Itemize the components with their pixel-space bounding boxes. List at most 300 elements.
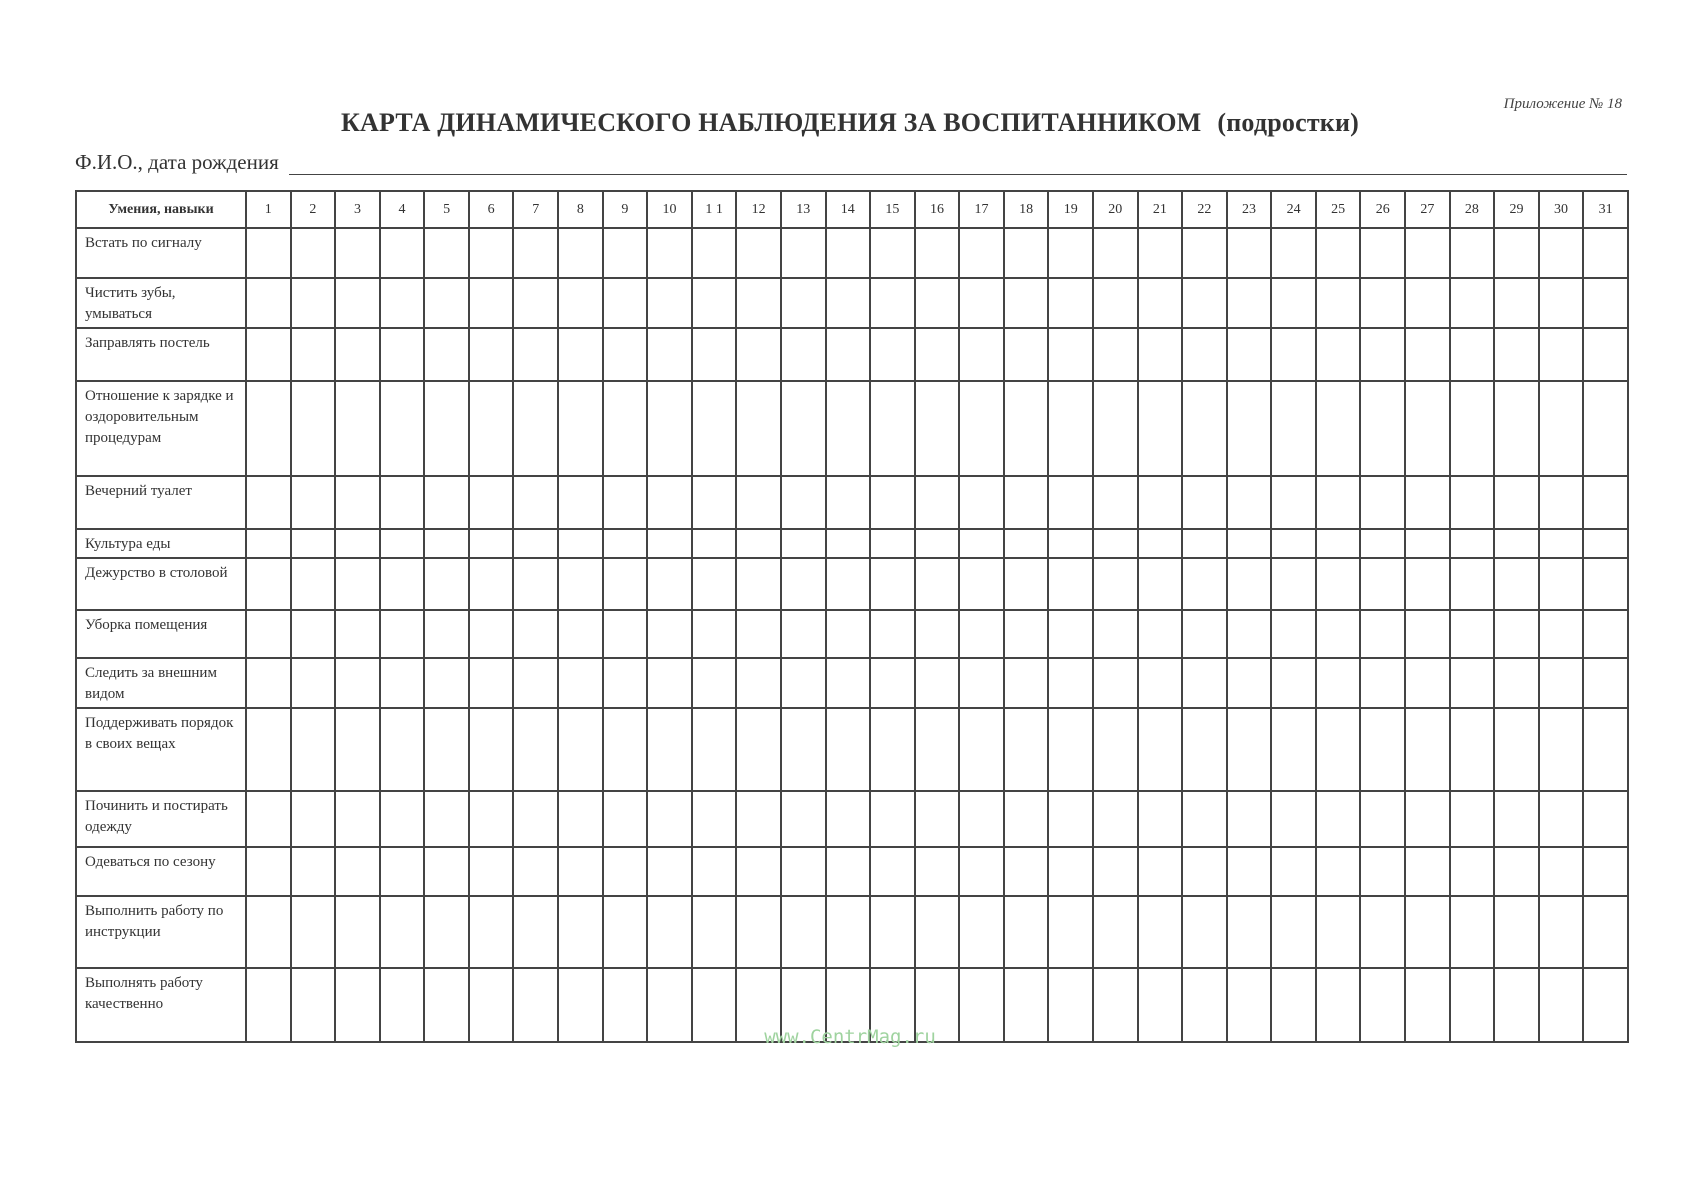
day-cell[interactable] [870,847,915,896]
day-cell[interactable] [1494,228,1539,278]
day-cell[interactable] [1138,708,1183,791]
day-cell[interactable] [424,558,469,610]
day-cell[interactable] [246,610,291,658]
day-cell[interactable] [335,558,380,610]
day-cell[interactable] [1316,558,1361,610]
day-cell[interactable] [335,381,380,476]
day-cell[interactable] [603,529,648,558]
day-cell[interactable] [1138,529,1183,558]
day-cell[interactable] [1004,658,1049,708]
day-cell[interactable] [1093,791,1138,847]
day-cell[interactable] [692,791,737,847]
day-cell[interactable] [558,658,603,708]
day-cell[interactable] [1227,708,1272,791]
day-cell[interactable] [1450,896,1495,968]
day-cell[interactable] [1405,791,1450,847]
day-cell[interactable] [959,658,1004,708]
day-cell[interactable] [781,708,826,791]
day-cell[interactable] [1494,708,1539,791]
day-cell[interactable] [1048,228,1093,278]
day-cell[interactable] [424,658,469,708]
day-cell[interactable] [1271,708,1316,791]
day-cell[interactable] [870,610,915,658]
day-cell[interactable] [469,610,514,658]
day-cell[interactable] [603,278,648,328]
day-cell[interactable] [558,278,603,328]
day-cell[interactable] [1093,228,1138,278]
day-cell[interactable] [647,529,692,558]
day-cell[interactable] [1138,658,1183,708]
day-cell[interactable] [870,658,915,708]
day-cell[interactable] [1048,896,1093,968]
day-cell[interactable] [1360,381,1405,476]
day-cell[interactable] [424,896,469,968]
day-cell[interactable] [1271,847,1316,896]
day-cell[interactable] [1450,328,1495,381]
day-cell[interactable] [781,558,826,610]
day-cell[interactable] [1405,278,1450,328]
day-cell[interactable] [1182,278,1227,328]
day-cell[interactable] [647,847,692,896]
day-cell[interactable] [1583,658,1628,708]
day-cell[interactable] [424,228,469,278]
day-cell[interactable] [692,558,737,610]
day-cell[interactable] [736,896,781,968]
day-cell[interactable] [1405,896,1450,968]
day-cell[interactable] [424,610,469,658]
day-cell[interactable] [1048,658,1093,708]
day-cell[interactable] [1004,610,1049,658]
day-cell[interactable] [380,847,425,896]
day-cell[interactable] [246,847,291,896]
day-cell[interactable] [513,610,558,658]
day-cell[interactable] [1360,791,1405,847]
day-cell[interactable] [513,847,558,896]
day-cell[interactable] [826,476,871,529]
day-cell[interactable] [1227,228,1272,278]
day-cell[interactable] [469,381,514,476]
day-cell[interactable] [335,847,380,896]
day-cell[interactable] [1138,791,1183,847]
day-cell[interactable] [603,381,648,476]
day-cell[interactable] [1227,896,1272,968]
day-cell[interactable] [959,278,1004,328]
day-cell[interactable] [558,610,603,658]
day-cell[interactable] [915,381,960,476]
day-cell[interactable] [1539,610,1584,658]
day-cell[interactable] [1048,328,1093,381]
day-cell[interactable] [1360,328,1405,381]
day-cell[interactable] [915,476,960,529]
day-cell[interactable] [870,278,915,328]
day-cell[interactable] [1182,381,1227,476]
day-cell[interactable] [826,658,871,708]
day-cell[interactable] [380,278,425,328]
day-cell[interactable] [1093,610,1138,658]
day-cell[interactable] [1138,228,1183,278]
day-cell[interactable] [781,610,826,658]
day-cell[interactable] [558,791,603,847]
day-cell[interactable] [1360,847,1405,896]
day-cell[interactable] [1182,328,1227,381]
day-cell[interactable] [692,896,737,968]
day-cell[interactable] [1539,896,1584,968]
day-cell[interactable] [291,328,336,381]
day-cell[interactable] [1539,228,1584,278]
day-cell[interactable] [1271,791,1316,847]
day-cell[interactable] [1539,847,1584,896]
day-cell[interactable] [826,896,871,968]
day-cell[interactable] [1316,791,1361,847]
day-cell[interactable] [1182,558,1227,610]
day-cell[interactable] [469,529,514,558]
day-cell[interactable] [1048,381,1093,476]
day-cell[interactable] [1182,476,1227,529]
day-cell[interactable] [513,278,558,328]
day-cell[interactable] [781,476,826,529]
day-cell[interactable] [1093,328,1138,381]
day-cell[interactable] [1494,381,1539,476]
day-cell[interactable] [1093,847,1138,896]
day-cell[interactable] [1494,328,1539,381]
day-cell[interactable] [1004,381,1049,476]
fio-input-line[interactable] [289,154,1627,175]
day-cell[interactable] [291,791,336,847]
day-cell[interactable] [870,708,915,791]
day-cell[interactable] [1271,228,1316,278]
day-cell[interactable] [335,896,380,968]
day-cell[interactable] [513,228,558,278]
day-cell[interactable] [291,476,336,529]
day-cell[interactable] [558,228,603,278]
day-cell[interactable] [246,708,291,791]
day-cell[interactable] [959,328,1004,381]
day-cell[interactable] [246,278,291,328]
day-cell[interactable] [736,847,781,896]
day-cell[interactable] [781,529,826,558]
day-cell[interactable] [558,328,603,381]
day-cell[interactable] [1494,529,1539,558]
day-cell[interactable] [513,658,558,708]
day-cell[interactable] [603,558,648,610]
day-cell[interactable] [1316,476,1361,529]
day-cell[interactable] [1227,529,1272,558]
day-cell[interactable] [915,328,960,381]
day-cell[interactable] [1093,278,1138,328]
day-cell[interactable] [1450,228,1495,278]
day-cell[interactable] [647,328,692,381]
day-cell[interactable] [1583,328,1628,381]
day-cell[interactable] [1138,847,1183,896]
day-cell[interactable] [959,610,1004,658]
day-cell[interactable] [870,476,915,529]
day-cell[interactable] [1539,658,1584,708]
day-cell[interactable] [1138,278,1183,328]
day-cell[interactable] [603,658,648,708]
day-cell[interactable] [513,381,558,476]
day-cell[interactable] [692,381,737,476]
day-cell[interactable] [647,708,692,791]
day-cell[interactable] [1583,896,1628,968]
day-cell[interactable] [1048,847,1093,896]
day-cell[interactable] [424,529,469,558]
day-cell[interactable] [1093,476,1138,529]
day-cell[interactable] [513,708,558,791]
day-cell[interactable] [647,896,692,968]
day-cell[interactable] [1405,847,1450,896]
day-cell[interactable] [603,847,648,896]
day-cell[interactable] [1227,658,1272,708]
day-cell[interactable] [1316,529,1361,558]
day-cell[interactable] [1405,529,1450,558]
day-cell[interactable] [1316,847,1361,896]
day-cell[interactable] [826,558,871,610]
day-cell[interactable] [647,278,692,328]
day-cell[interactable] [1583,791,1628,847]
day-cell[interactable] [380,708,425,791]
day-cell[interactable] [1227,558,1272,610]
day-cell[interactable] [959,847,1004,896]
day-cell[interactable] [469,896,514,968]
day-cell[interactable] [1004,529,1049,558]
day-cell[interactable] [1360,708,1405,791]
day-cell[interactable] [424,847,469,896]
day-cell[interactable] [380,228,425,278]
day-cell[interactable] [335,476,380,529]
day-cell[interactable] [959,476,1004,529]
day-cell[interactable] [915,847,960,896]
day-cell[interactable] [1494,658,1539,708]
day-cell[interactable] [1360,278,1405,328]
day-cell[interactable] [1583,558,1628,610]
day-cell[interactable] [1539,708,1584,791]
day-cell[interactable] [1048,791,1093,847]
day-cell[interactable] [603,610,648,658]
day-cell[interactable] [469,328,514,381]
day-cell[interactable] [335,708,380,791]
day-cell[interactable] [1405,610,1450,658]
day-cell[interactable] [558,558,603,610]
day-cell[interactable] [1405,658,1450,708]
day-cell[interactable] [513,328,558,381]
day-cell[interactable] [1227,381,1272,476]
day-cell[interactable] [1360,228,1405,278]
day-cell[interactable] [1405,381,1450,476]
day-cell[interactable] [291,658,336,708]
day-cell[interactable] [692,328,737,381]
day-cell[interactable] [1539,791,1584,847]
day-cell[interactable] [692,476,737,529]
day-cell[interactable] [1093,529,1138,558]
day-cell[interactable] [380,381,425,476]
day-cell[interactable] [1004,558,1049,610]
day-cell[interactable] [870,228,915,278]
day-cell[interactable] [335,658,380,708]
day-cell[interactable] [915,896,960,968]
day-cell[interactable] [1227,278,1272,328]
day-cell[interactable] [1138,328,1183,381]
day-cell[interactable] [647,791,692,847]
day-cell[interactable] [826,328,871,381]
day-cell[interactable] [335,529,380,558]
day-cell[interactable] [692,847,737,896]
day-cell[interactable] [647,658,692,708]
day-cell[interactable] [380,328,425,381]
day-cell[interactable] [335,791,380,847]
day-cell[interactable] [246,791,291,847]
day-cell[interactable] [692,708,737,791]
day-cell[interactable] [1182,610,1227,658]
day-cell[interactable] [246,328,291,381]
day-cell[interactable] [1093,708,1138,791]
day-cell[interactable] [513,791,558,847]
day-cell[interactable] [1182,658,1227,708]
day-cell[interactable] [781,658,826,708]
day-cell[interactable] [1182,529,1227,558]
day-cell[interactable] [1583,847,1628,896]
day-cell[interactable] [781,278,826,328]
day-cell[interactable] [1093,896,1138,968]
day-cell[interactable] [736,708,781,791]
day-cell[interactable] [1494,896,1539,968]
day-cell[interactable] [291,610,336,658]
day-cell[interactable] [915,529,960,558]
day-cell[interactable] [558,708,603,791]
day-cell[interactable] [335,278,380,328]
day-cell[interactable] [424,278,469,328]
day-cell[interactable] [1004,708,1049,791]
day-cell[interactable] [1271,476,1316,529]
day-cell[interactable] [513,896,558,968]
day-cell[interactable] [558,476,603,529]
day-cell[interactable] [692,278,737,328]
day-cell[interactable] [1360,896,1405,968]
day-cell[interactable] [870,896,915,968]
day-cell[interactable] [603,328,648,381]
day-cell[interactable] [647,476,692,529]
day-cell[interactable] [781,228,826,278]
day-cell[interactable] [959,228,1004,278]
day-cell[interactable] [424,708,469,791]
day-cell[interactable] [335,328,380,381]
day-cell[interactable] [469,558,514,610]
day-cell[interactable] [1227,610,1272,658]
day-cell[interactable] [558,847,603,896]
day-cell[interactable] [647,228,692,278]
day-cell[interactable] [513,558,558,610]
day-cell[interactable] [1048,476,1093,529]
day-cell[interactable] [736,278,781,328]
day-cell[interactable] [692,529,737,558]
day-cell[interactable] [291,558,336,610]
day-cell[interactable] [1316,610,1361,658]
day-cell[interactable] [1360,529,1405,558]
day-cell[interactable] [291,896,336,968]
day-cell[interactable] [870,529,915,558]
day-cell[interactable] [1182,896,1227,968]
day-cell[interactable] [469,658,514,708]
day-cell[interactable] [603,708,648,791]
day-cell[interactable] [380,476,425,529]
day-cell[interactable] [380,658,425,708]
day-cell[interactable] [246,896,291,968]
day-cell[interactable] [1539,381,1584,476]
day-cell[interactable] [647,558,692,610]
day-cell[interactable] [1450,658,1495,708]
day-cell[interactable] [1093,658,1138,708]
day-cell[interactable] [1316,896,1361,968]
day-cell[interactable] [1271,610,1316,658]
day-cell[interactable] [335,228,380,278]
day-cell[interactable] [1004,791,1049,847]
day-cell[interactable] [469,228,514,278]
day-cell[interactable] [1494,847,1539,896]
day-cell[interactable] [1004,328,1049,381]
day-cell[interactable] [1450,529,1495,558]
day-cell[interactable] [959,529,1004,558]
day-cell[interactable] [1450,476,1495,529]
day-cell[interactable] [647,610,692,658]
day-cell[interactable] [826,529,871,558]
day-cell[interactable] [826,610,871,658]
day-cell[interactable] [469,847,514,896]
day-cell[interactable] [826,791,871,847]
day-cell[interactable] [1182,708,1227,791]
day-cell[interactable] [1182,847,1227,896]
day-cell[interactable] [870,328,915,381]
day-cell[interactable] [1450,381,1495,476]
day-cell[interactable] [335,610,380,658]
day-cell[interactable] [1227,847,1272,896]
day-cell[interactable] [826,228,871,278]
day-cell[interactable] [1450,708,1495,791]
day-cell[interactable] [1405,328,1450,381]
day-cell[interactable] [469,278,514,328]
day-cell[interactable] [959,896,1004,968]
day-cell[interactable] [380,529,425,558]
day-cell[interactable] [1316,278,1361,328]
day-cell[interactable] [246,476,291,529]
day-cell[interactable] [1271,278,1316,328]
day-cell[interactable] [469,791,514,847]
day-cell[interactable] [1316,228,1361,278]
day-cell[interactable] [1360,558,1405,610]
day-cell[interactable] [1405,708,1450,791]
day-cell[interactable] [1360,658,1405,708]
day-cell[interactable] [1583,529,1628,558]
day-cell[interactable] [1004,847,1049,896]
day-cell[interactable] [1138,381,1183,476]
day-cell[interactable] [1405,558,1450,610]
day-cell[interactable] [1316,381,1361,476]
day-cell[interactable] [1539,476,1584,529]
day-cell[interactable] [1450,610,1495,658]
day-cell[interactable] [959,708,1004,791]
day-cell[interactable] [1182,228,1227,278]
day-cell[interactable] [380,791,425,847]
day-cell[interactable] [1316,658,1361,708]
day-cell[interactable] [1227,791,1272,847]
day-cell[interactable] [959,558,1004,610]
day-cell[interactable] [1583,228,1628,278]
day-cell[interactable] [380,610,425,658]
day-cell[interactable] [870,558,915,610]
day-cell[interactable] [1450,847,1495,896]
day-cell[interactable] [1494,610,1539,658]
day-cell[interactable] [1271,658,1316,708]
day-cell[interactable] [736,328,781,381]
day-cell[interactable] [1271,328,1316,381]
